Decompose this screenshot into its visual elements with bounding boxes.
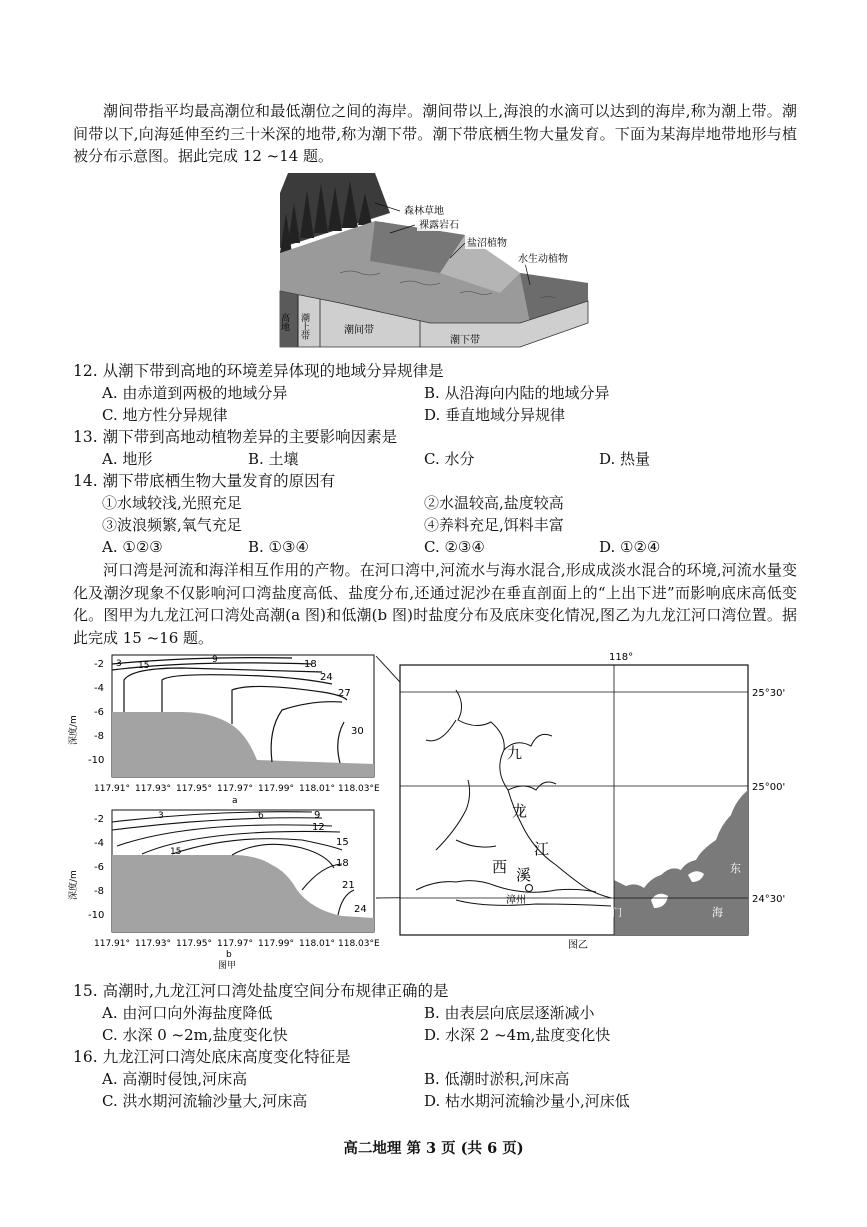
label-intertidal: 潮间带 — [344, 325, 374, 336]
q14-statement-2: ②水温较高,盐度较高 — [424, 494, 564, 512]
intro-paragraph-2: 河口湾是河流和海洋相互作用的产物。在河口湾中,河流水与海水混合,形成成淡水混合的环境,河流水量变化及潮汐现象不仅影响河口湾盐度高低、盐度分布,还通过泥沙在垂直剖面上的“上出下进”而影响底床高低变化。图甲为九龙江河口湾处高潮(a 图)和低潮(b 图)时盐度分布及底床变化情况,图乙为九龙江河口湾位置。据此完成 15 ~16 题。 — [73, 561, 797, 647]
q12-option-b: B. 从沿海向内陆的地域分异 — [424, 384, 610, 402]
coastal-zone-diagram — [280, 173, 588, 347]
ytick-a-0: -2 — [94, 659, 104, 670]
label-highland: 高地 — [279, 313, 289, 331]
map-lat-2500: 25°00' — [752, 782, 786, 793]
ylabel-b: 深度/m — [69, 870, 79, 900]
xtick-a-1: 117.93° — [135, 784, 171, 794]
map-xixi-char-2: 溪 — [516, 866, 532, 884]
xtick-b-0: 117.91° — [94, 939, 130, 949]
ytick-a-4: -10 — [88, 755, 105, 766]
contour-b-24: 24 — [354, 904, 367, 915]
map-xixi-char-1: 西 — [492, 858, 508, 876]
page-footer: 高二地理 第 3 页 (共 6 页) — [343, 1140, 524, 1157]
xtick-b-3: 117.97° — [217, 939, 253, 949]
xtick-b-1: 117.93° — [135, 939, 171, 949]
q16-option-c: C. 洪水期河流输沙量大,河床高 — [102, 1092, 308, 1110]
label-supratidal: 潮上带 — [299, 313, 309, 340]
ytick-a-3: -8 — [94, 731, 104, 742]
question-16-stem: 16. 九龙江河口湾处底床高度变化特征是 — [73, 1048, 351, 1066]
map-lat-2430: 24°30' — [752, 894, 786, 905]
q13-option-a: A. 地形 — [102, 450, 153, 468]
q16-option-b: B. 低潮时淤积,河床高 — [424, 1070, 570, 1088]
contour-a-15: 15 — [138, 661, 150, 671]
map-zhangzhou: 漳州 — [506, 895, 526, 906]
question-14-stem: 14. 潮下带底栖生物大量发育的原因有 — [73, 472, 336, 490]
map-sea-char-2: 海 — [712, 906, 723, 919]
q12-option-a: A. 由赤道到两极的地域分异 — [102, 384, 288, 402]
q16-option-d: D. 枯水期河流输沙量小,河床低 — [424, 1092, 630, 1110]
q16-option-a: A. 高潮时侵蚀,河床高 — [102, 1070, 248, 1088]
q15-option-a: A. 由河口向外海盐度降低 — [102, 1004, 273, 1022]
map-river-char-1: 九 — [507, 744, 523, 762]
xtick-b-5: 118.01° — [299, 939, 335, 949]
q15-option-d: D. 水深 2 ~4m,盐度变化快 — [424, 1026, 611, 1044]
q14-option-a: A. ①②③ — [102, 538, 163, 556]
label-rock: 裸露岩石 — [419, 220, 459, 231]
contour-b-15-low: 15 — [170, 847, 182, 857]
contour-b-3: 3 — [158, 811, 164, 821]
contour-a-27: 27 — [338, 688, 351, 699]
salinity-profile-figure — [69, 650, 382, 971]
map-lat-2530: 25°30' — [752, 688, 786, 699]
q13-option-c: C. 水分 — [424, 450, 475, 468]
contour-b-21: 21 — [342, 880, 355, 891]
xtick-a-0: 117.91° — [94, 784, 130, 794]
ylabel-a: 深度/m — [69, 715, 79, 745]
q14-option-c: C. ②③④ — [424, 538, 485, 556]
xtick-a-3: 117.97° — [217, 784, 253, 794]
map-river-char-2: 龙 — [512, 802, 528, 820]
panel-a-label: a — [232, 796, 238, 806]
q12-option-d: D. 垂直地域分异规律 — [424, 406, 566, 424]
q15-option-c: C. 水深 0 ~2m,盐度变化快 — [102, 1026, 288, 1044]
xtick-b-6: 118.03°E — [338, 939, 380, 949]
q14-statement-1: ①水域较浅,光照充足 — [102, 494, 242, 512]
q14-statement-3: ③波浪频繁,氧气充足 — [102, 516, 242, 534]
contour-a-24: 24 — [320, 672, 333, 683]
ytick-b-3: -8 — [94, 886, 104, 897]
panel-a — [67, 655, 380, 806]
xtick-b-4: 117.99° — [258, 939, 294, 949]
contour-a-9: 9 — [212, 655, 218, 665]
ytick-b-2: -6 — [94, 862, 104, 873]
xtick-b-2: 117.95° — [176, 939, 212, 949]
q13-option-d: D. 热量 — [599, 450, 651, 468]
contour-b-9: 9 — [314, 810, 321, 821]
question-15-stem: 15. 高潮时,九龙江河口湾处盐度空间分布规律正确的是 — [73, 982, 449, 1000]
contour-a-18: 18 — [304, 659, 317, 670]
panel-b-label: b — [226, 950, 232, 960]
figure-jia-caption: 图甲 — [218, 961, 237, 971]
xtick-a-6: 118.03°E — [338, 784, 380, 794]
ytick-b-0: -2 — [94, 814, 104, 825]
label-subtidal: 潮下带 — [450, 335, 480, 346]
label-forest: 森林草地 — [404, 206, 444, 217]
map-lon-118: 118° — [609, 652, 634, 663]
q15-option-b: B. 由表层向底层逐渐减小 — [424, 1004, 595, 1022]
q14-option-b: B. ①③④ — [248, 538, 309, 556]
panel-b — [67, 810, 380, 971]
xtick-a-2: 117.95° — [176, 784, 212, 794]
q13-option-b: B. 土壤 — [248, 450, 299, 468]
label-salt-plant: 盐沼植物 — [467, 238, 507, 249]
intro-paragraph-1: 潮间带指平均最高潮位和最低潮位之间的海岸。潮间带以上,海浪的水滴可以达到的海岸,称为潮上带。潮间带以下,向海延伸至约三十米深的地带,称为潮下带。潮下带底栖生物大量发育。下面为某海岸地带地形与植被分布示意图。据此完成 12 ~14 题。 — [73, 102, 797, 165]
contour-a-30: 30 — [351, 726, 364, 737]
q12-option-c: C. 地方性分异规律 — [102, 406, 228, 424]
ytick-a-2: -6 — [94, 707, 104, 718]
contour-b-18: 18 — [336, 858, 349, 869]
jiulong-river-map — [396, 650, 788, 950]
figure-yi-caption: 图乙 — [568, 940, 588, 951]
ytick-b-1: -4 — [94, 838, 104, 849]
question-13-stem: 13. 潮下带到高地动植物差异的主要影响因素是 — [73, 428, 398, 446]
xtick-a-4: 117.99° — [258, 784, 294, 794]
q14-statement-4: ④养料充足,饵料丰富 — [424, 516, 564, 534]
map-sea-char-1: 东 — [730, 862, 741, 875]
q14-option-d: D. ①②④ — [599, 538, 661, 556]
ytick-b-4: -10 — [88, 910, 105, 921]
contour-b-15: 15 — [336, 837, 349, 848]
xtick-a-5: 118.01° — [299, 784, 335, 794]
map-xiamen: 厦门 — [602, 908, 622, 919]
ytick-a-1: -4 — [94, 683, 104, 694]
question-12-stem: 12. 从潮下带到高地的环境差异体现的地域分异规律是 — [73, 362, 444, 380]
map-river-char-3: 江 — [534, 840, 550, 858]
contour-b-6: 6 — [258, 811, 264, 821]
contour-b-12: 12 — [312, 822, 325, 833]
contour-a-3: 3 — [116, 659, 122, 669]
label-aquatic: 水生动植物 — [518, 254, 568, 265]
